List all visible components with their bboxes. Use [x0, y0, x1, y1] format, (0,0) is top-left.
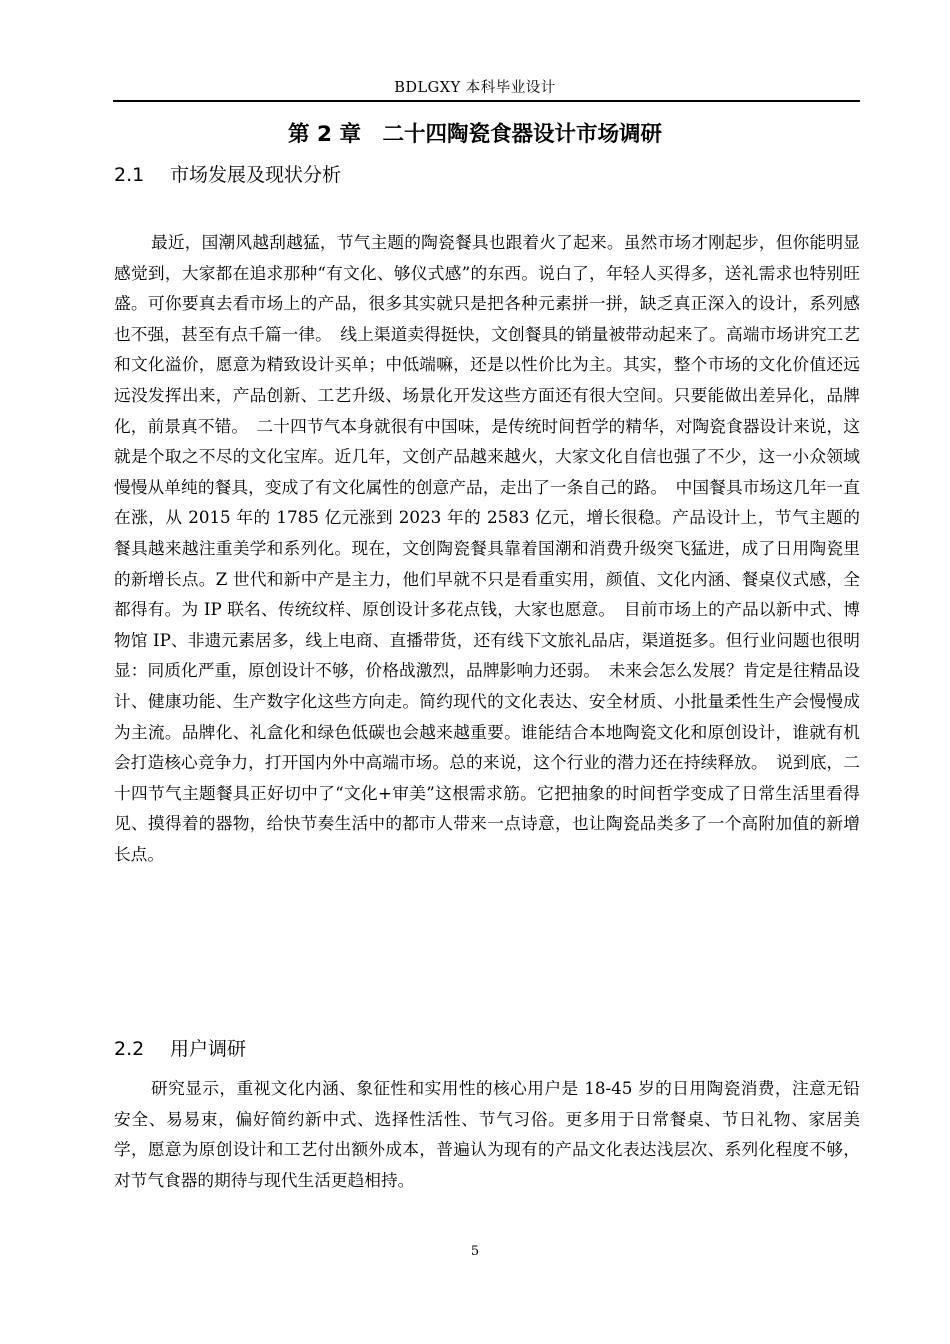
running-header: BDLGXY 本科毕业设计	[394, 80, 556, 96]
section-title: 市场发展及现状分析	[170, 164, 342, 186]
section-number: 2.1	[114, 164, 145, 186]
page-number: 5	[470, 1244, 480, 1259]
section-heading-2-2	[114, 1034, 246, 1061]
section-2-1-paragraph: 最近，国潮风越刮越猛，节气主题的陶瓷餐具也跟着火了起来。虽然市场才刚起步，但你能明显感觉到，大家都在追求那种“有文化、够仪式感”的东西。说白了，年轻人买得多，送礼需求也特别旺盛。可你要真去看市场上的产品，很多其实就只是把各种元素拼一拼，缺乏真正深入的设计，系列感也不强，甚至有点千篇一律。 线上渠道卖得挺快，文创餐具的销量被带动起来了。高端市场讲究工艺和文化溢价，愿意为精致设计买单；中低端嘛，还是以性价比为主。其实，整个市场的文化价值还远远没发挥出来，产品创新、工艺升级、场景化开发这些方面还有很大空间。只要能做出差异化，品牌化，前景真不错。 二十四节气本身就很有中国味，是传统时间哲学的精华，对陶瓷食器设计来说，这就是个取之不尽的文化宝库。近几年，文创产品越来越火，大家文化自信也强了不少，这一小众领域慢慢从单纯的餐具，变成了有文化属性的创意产品，走出了一条自己的路。 中国餐具市场这几年一直在涨，从 2015 年的 1785 亿元涨到 2023 年的 2583 亿元，增长很稳。产品设计上，节气主题的餐具越来越注重美学和系列化。现在，文创陶瓷餐具靠着国潮和消费升级突飞猛进，成了日用陶瓷里的新增长点。Z 世代和新中产是主力，他们早就不只是看重实用，颜值、文化内涵、餐桌仪式感，全都得有。为 IP 联名、传统纹样、原创设计多花点钱，大家也愿意。 目前市场上的产品以新中式、博物馆 IP、非遗元素居多，线上电商、直播带货，还有线下文旅礼品店，渠道挺多。但行业问题也很明显：同质化严重，原创设计不够，价格战激烈，品牌影响力还弱。 未来会怎么发展？肯定是往精品设计、健康功能、生产数字化这些方向走。简约现代的文化表达、安全材质、小批量柔性生产会慢慢成为主流。品牌化、礼盒化和绿色低碳也会越来越重要。谁能结合本地陶瓷文化和原创设计，谁就有机会打造核心竞争力，打开国内外中高端市场。总的来说，这个行业的潜力还在持续释放。 说到底，二十四节气主题餐具正好切中了“文化+审美”这根需求筋。它把抽象的时间哲学变成了日常生活里看得见、摸得着的器物，给快节奏生活中的都市人带来一点诗意，也让陶瓷品类多了一个高附加值的新增长点。	[114, 232, 860, 864]
section-2-2-paragraph: 研究显示，重视文化内涵、象征性和实用性的核心用户是 18-45 岁的日用陶瓷消费，注意无铅安全、易易束，偏好简约新中式、选择性活性、节气习俗。更多用于日常餐桌、节日礼物、家居美学，愿意为原创设计和工艺付出额外成本，普遍认为现有的产品文化表达浅层次、系列化程度不够，对节气食器的期待与现代生活更趋相持。	[114, 1078, 860, 1190]
chapter-title: 第 2 章 二十四陶瓷食器设计市场调研	[288, 122, 662, 147]
section-heading-2-1	[114, 160, 341, 187]
header-divider	[113, 100, 860, 102]
section-number: 2.2	[114, 1038, 145, 1060]
section-title: 用户调研	[170, 1038, 247, 1060]
